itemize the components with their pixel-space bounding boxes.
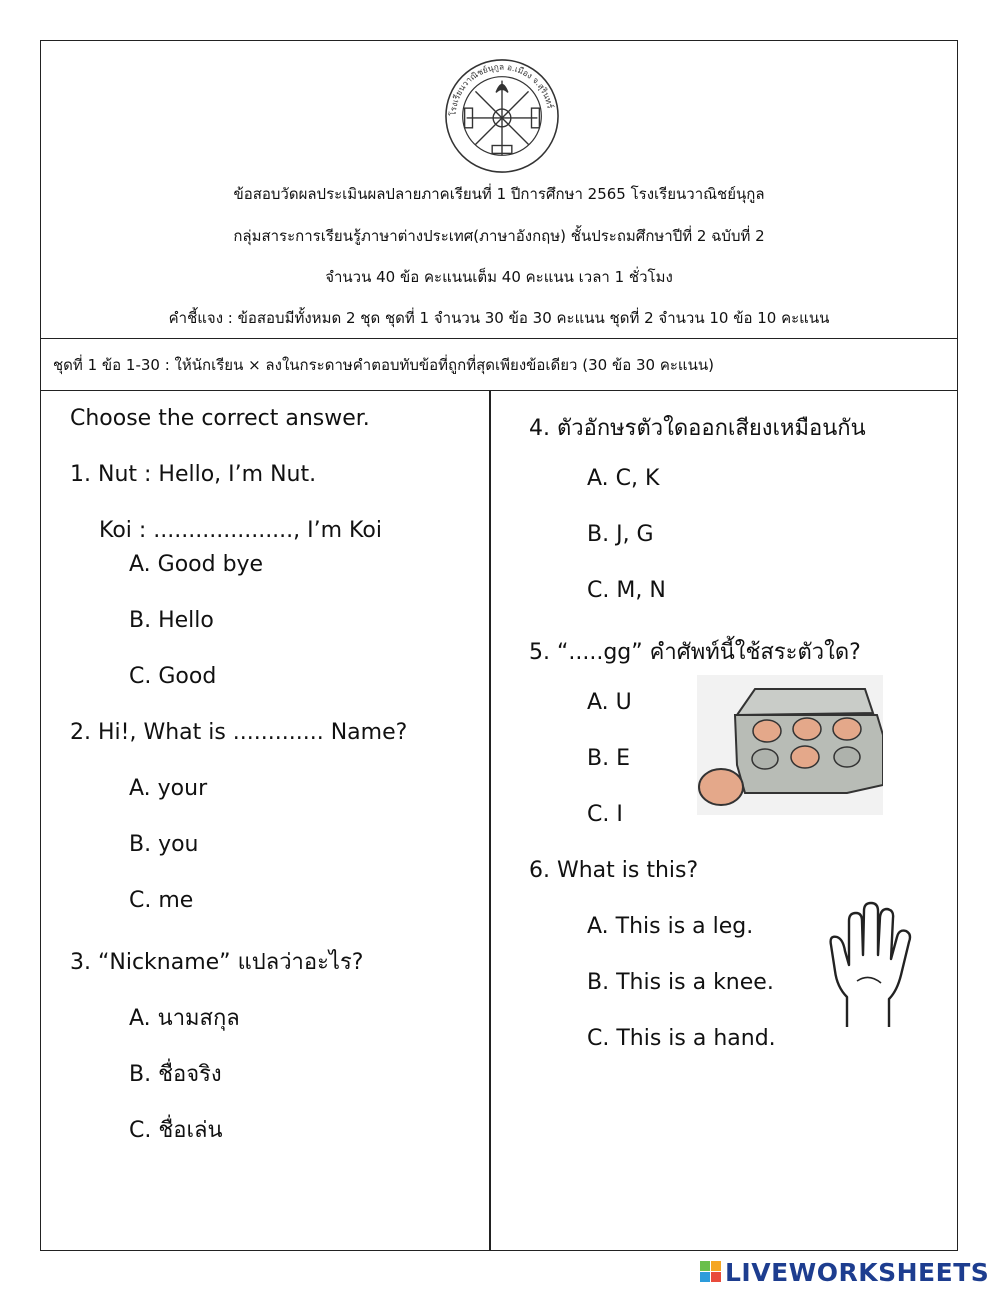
question-2-option-a[interactable]: A. your	[129, 776, 208, 801]
question-5-option-b[interactable]: B. E	[587, 746, 630, 771]
question-3-option-b[interactable]: B. ชื่อจริง	[129, 1062, 222, 1087]
exam-title: ข้อสอบวัดผลประเมินผลปลายภาคเรียนที่ 1 ปีการศึกษา 2565 โรงเรียนวาณิชย์นุกูล	[233, 185, 765, 203]
question-5: 5. “.....gg” คำศัพท์นี้ใช้สระตัวใด?	[529, 640, 861, 665]
question-1-option-c[interactable]: C. Good	[129, 664, 217, 689]
question-2: 2. Hi!, What is ............. Name?	[70, 720, 408, 745]
question-3: 3. “Nickname” แปลว่าอะไร?	[70, 950, 364, 975]
column-divider	[489, 391, 491, 1250]
question-6-option-c[interactable]: C. This is a hand.	[587, 1026, 776, 1051]
question-1: 1. Nut : Hello, I’m Nut.	[70, 462, 317, 487]
seal-ring-text: โรงเรียนวาณิชย์นุกูล อ.เมือง จ.สุรินทร์	[447, 61, 556, 117]
school-seal-icon	[443, 57, 561, 175]
question-5-option-c[interactable]: C. I	[587, 802, 623, 827]
question-6-option-b[interactable]: B. This is a knee.	[587, 970, 774, 995]
exam-details: จำนวน 40 ข้อ คะแนนเต็ม 40 คะแนน เวลา 1 ชั่วโมง	[325, 268, 673, 286]
question-2-option-c[interactable]: C. me	[129, 888, 194, 913]
exam-explanation: คำชี้แจง : ข้อสอบมีทั้งหมด 2 ชุด ชุดที่ 1 จำนวน 30 ข้อ 30 คะแนน ชุดที่ 2 จำนวน 10 ข้อ 10 คะแนน	[168, 309, 830, 327]
worksheet	[40, 40, 958, 1251]
question-5-option-a[interactable]: A. U	[587, 690, 632, 715]
exam-subject: กลุ่มสาระการเรียนรู้ภาษาต่างประเทศ(ภาษาอังกฤษ) ชั้นประถมศึกษาปีที่ 2 ฉบับที่ 2	[233, 227, 765, 245]
question-1-option-a[interactable]: A. Good bye	[129, 552, 264, 577]
question-4-option-b[interactable]: B. J, G	[587, 522, 654, 547]
section-instruction	[41, 339, 957, 391]
question-4: 4. ตัวอักษรตัวใดออกเสียงเหมือนกัน	[529, 416, 866, 441]
question-4-option-c[interactable]: C. M, N	[587, 578, 666, 603]
liveworksheets-logo-icon	[700, 1261, 722, 1283]
question-3-option-a[interactable]: A. นามสกุล	[129, 1006, 240, 1031]
brand-name: LIVEWORKSHEETS	[725, 1257, 990, 1287]
liveworksheets-footer	[700, 1257, 989, 1287]
instruction-text: ชุดที่ 1 ข้อ 1-30 : ให้นักเรียน × ลงในกระดาษคำตอบทับข้อที่ถูกที่สุดเพียงข้อเดียว (30 ข้อ 30 คะแนน)	[53, 356, 714, 374]
question-4-option-a[interactable]: A. C, K	[587, 466, 660, 491]
question-1-option-b[interactable]: B. Hello	[129, 608, 214, 633]
question-2-option-b[interactable]: B. you	[129, 832, 199, 857]
question-3-option-c[interactable]: C. ชื่อเล่น	[129, 1118, 223, 1143]
question-1-dialogue: Koi : ...................., I’m Koi	[99, 518, 382, 543]
question-6-option-a[interactable]: A. This is a leg.	[587, 914, 754, 939]
exam-header	[41, 41, 957, 339]
egg-carton-icon	[697, 675, 883, 815]
hand-icon	[829, 901, 915, 1027]
question-6: 6. What is this?	[529, 858, 699, 883]
section-heading: Choose the correct answer.	[70, 406, 370, 431]
